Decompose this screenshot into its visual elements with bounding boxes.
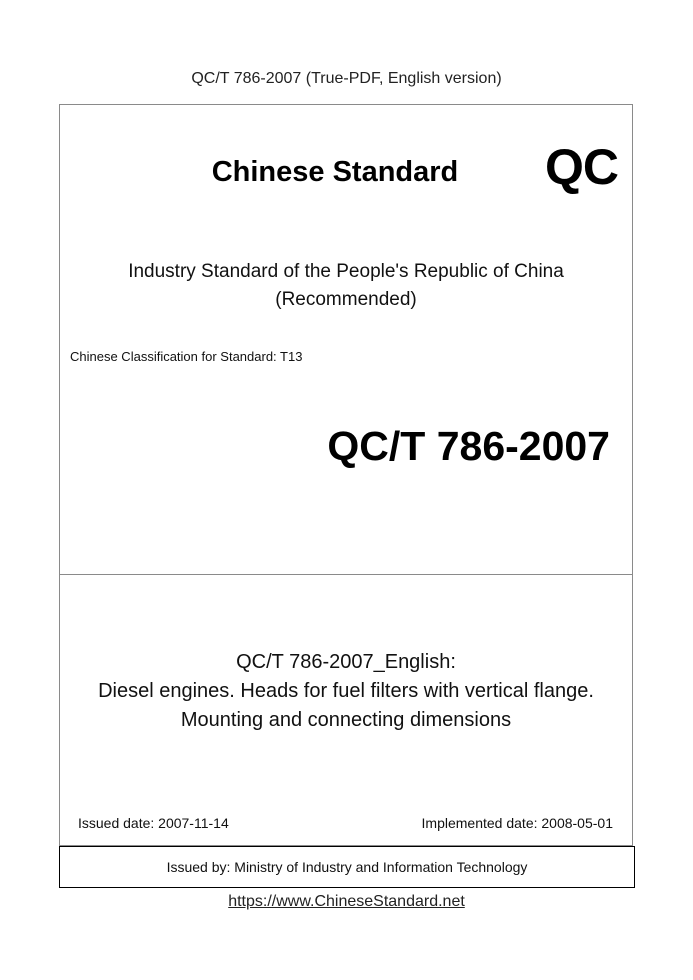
issued-date: Issued date: 2007-11-14	[78, 815, 229, 831]
standard-number: QC/T 786-2007	[327, 423, 610, 469]
standard-subject	[59, 648, 633, 735]
industry-statement	[59, 258, 633, 314]
standard-badge: QC	[545, 139, 618, 195]
industry-line-2: (Recommended)	[275, 289, 417, 310]
subject-line-3: Mounting and connecting dimensions	[180, 709, 512, 731]
cover-title: Chinese Standard	[211, 156, 459, 188]
subject-line-2: Diesel engines. Heads for fuel filters with vertical flange.	[98, 680, 594, 702]
subject-line-1: QC/T 786-2007_English:	[236, 651, 456, 673]
cover-divider	[59, 574, 633, 575]
page-header: QC/T 786-2007 (True-PDF, English version)	[191, 70, 502, 87]
implemented-date: Implemented date: 2008-05-01	[421, 815, 613, 831]
industry-line-1: Industry Standard of the People's Republic of China	[128, 261, 564, 282]
issuer-text: Issued by: Ministry of Industry and Information Technology	[166, 859, 528, 875]
classification-label: Chinese Classification for Standard: T13	[70, 349, 303, 364]
issuer-box	[59, 846, 635, 888]
website-link[interactable]: https://www.ChineseStandard.net	[228, 893, 465, 910]
